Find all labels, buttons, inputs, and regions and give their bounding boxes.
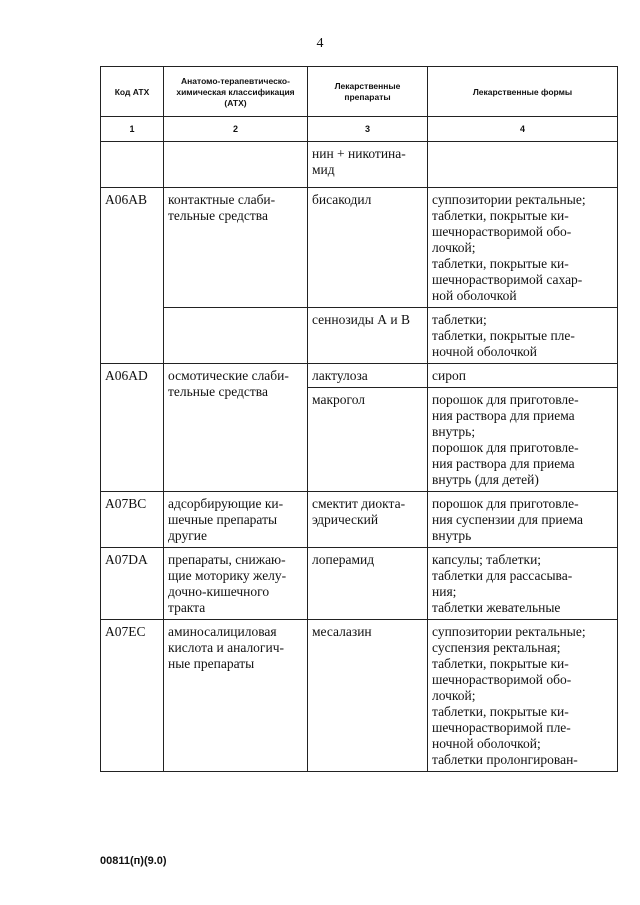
classification-cell: контактные слаби- тельные средства: [164, 188, 308, 308]
atx-code-cell: A06AB: [101, 188, 164, 364]
table-row: [101, 308, 618, 364]
dosage-forms-cell: суппозитории ректальные; таблетки, покрытые ки- шечнорастворимой обо- лочкой; таблетки, покрытые ки- шечнорастворимой сахар- ной оболочкой: [428, 188, 618, 308]
classification-cell: препараты, снижаю- щие моторику желу- дочно-кишечного тракта: [164, 548, 308, 620]
dosage-forms-cell: порошок для приготовле- ния раствора для приема внутрь; порошок для приготовле- ния раствора для приема внутрь (для детей): [428, 388, 618, 492]
header-atx-classification: Анатомо-терапевтическо-химическая классификация (АТХ): [164, 67, 308, 117]
classification-cell: [164, 142, 308, 188]
drug-cell: месалазин: [308, 620, 428, 772]
header-dosage-forms: Лекарственные формы: [428, 67, 618, 117]
column-number-row: [101, 117, 618, 142]
column-number: 2: [164, 117, 308, 142]
document-code: 00811(п)(9.0): [100, 855, 167, 867]
header-atx-code: Код АТХ: [101, 67, 164, 117]
dosage-forms-cell: сироп: [428, 364, 618, 388]
table-row: [101, 364, 618, 388]
drug-cell: макрогол: [308, 388, 428, 492]
header-row: [101, 67, 618, 117]
dosage-forms-cell: [428, 142, 618, 188]
drug-cell: лактулоза: [308, 364, 428, 388]
atx-table: [100, 66, 618, 772]
column-number: 3: [308, 117, 428, 142]
drug-cell: лоперамид: [308, 548, 428, 620]
classification-cell: [164, 308, 308, 364]
classification-cell: осмотические слаби- тельные средства: [164, 364, 308, 492]
classification-cell: аминосалициловая кислота и аналогич- ные препараты: [164, 620, 308, 772]
drug-cell: бисакодил: [308, 188, 428, 308]
table-row: [101, 188, 618, 308]
table-row: [101, 620, 618, 772]
page-number: 4: [316, 36, 324, 51]
dosage-forms-cell: капсулы; таблетки; таблетки для рассасыва- ния; таблетки жевательные: [428, 548, 618, 620]
atx-code-cell: A06AD: [101, 364, 164, 492]
dosage-forms-cell: суппозитории ректальные; суспензия ректальная; таблетки, покрытые ки- шечнорастворимой обо- лочкой; таблетки, покрытые ки- шечнорастворимой пле- ночной оболочкой; таблетки пролонгирован-: [428, 620, 618, 772]
table-row: [101, 142, 618, 188]
drug-cell: смектит диокта- эдрический: [308, 492, 428, 548]
table-row: [101, 492, 618, 548]
dosage-forms-cell: порошок для приготовле- ния суспензии для приема внутрь: [428, 492, 618, 548]
classification-cell: адсорбирующие ки- шечные препараты другие: [164, 492, 308, 548]
drug-cell: нин + никотина- мид: [308, 142, 428, 188]
column-number: 4: [428, 117, 618, 142]
dosage-forms-cell: таблетки; таблетки, покрытые пле- ночной оболочкой: [428, 308, 618, 364]
atx-code-cell: A07EC: [101, 620, 164, 772]
atx-code-cell: A07BC: [101, 492, 164, 548]
drug-cell: сеннозиды А и В: [308, 308, 428, 364]
header-drugs: Лекарственные препараты: [308, 67, 428, 117]
column-number: 1: [101, 117, 164, 142]
atx-code-cell: A07DA: [101, 548, 164, 620]
table-row: [101, 548, 618, 620]
atx-code-cell: [101, 142, 164, 188]
